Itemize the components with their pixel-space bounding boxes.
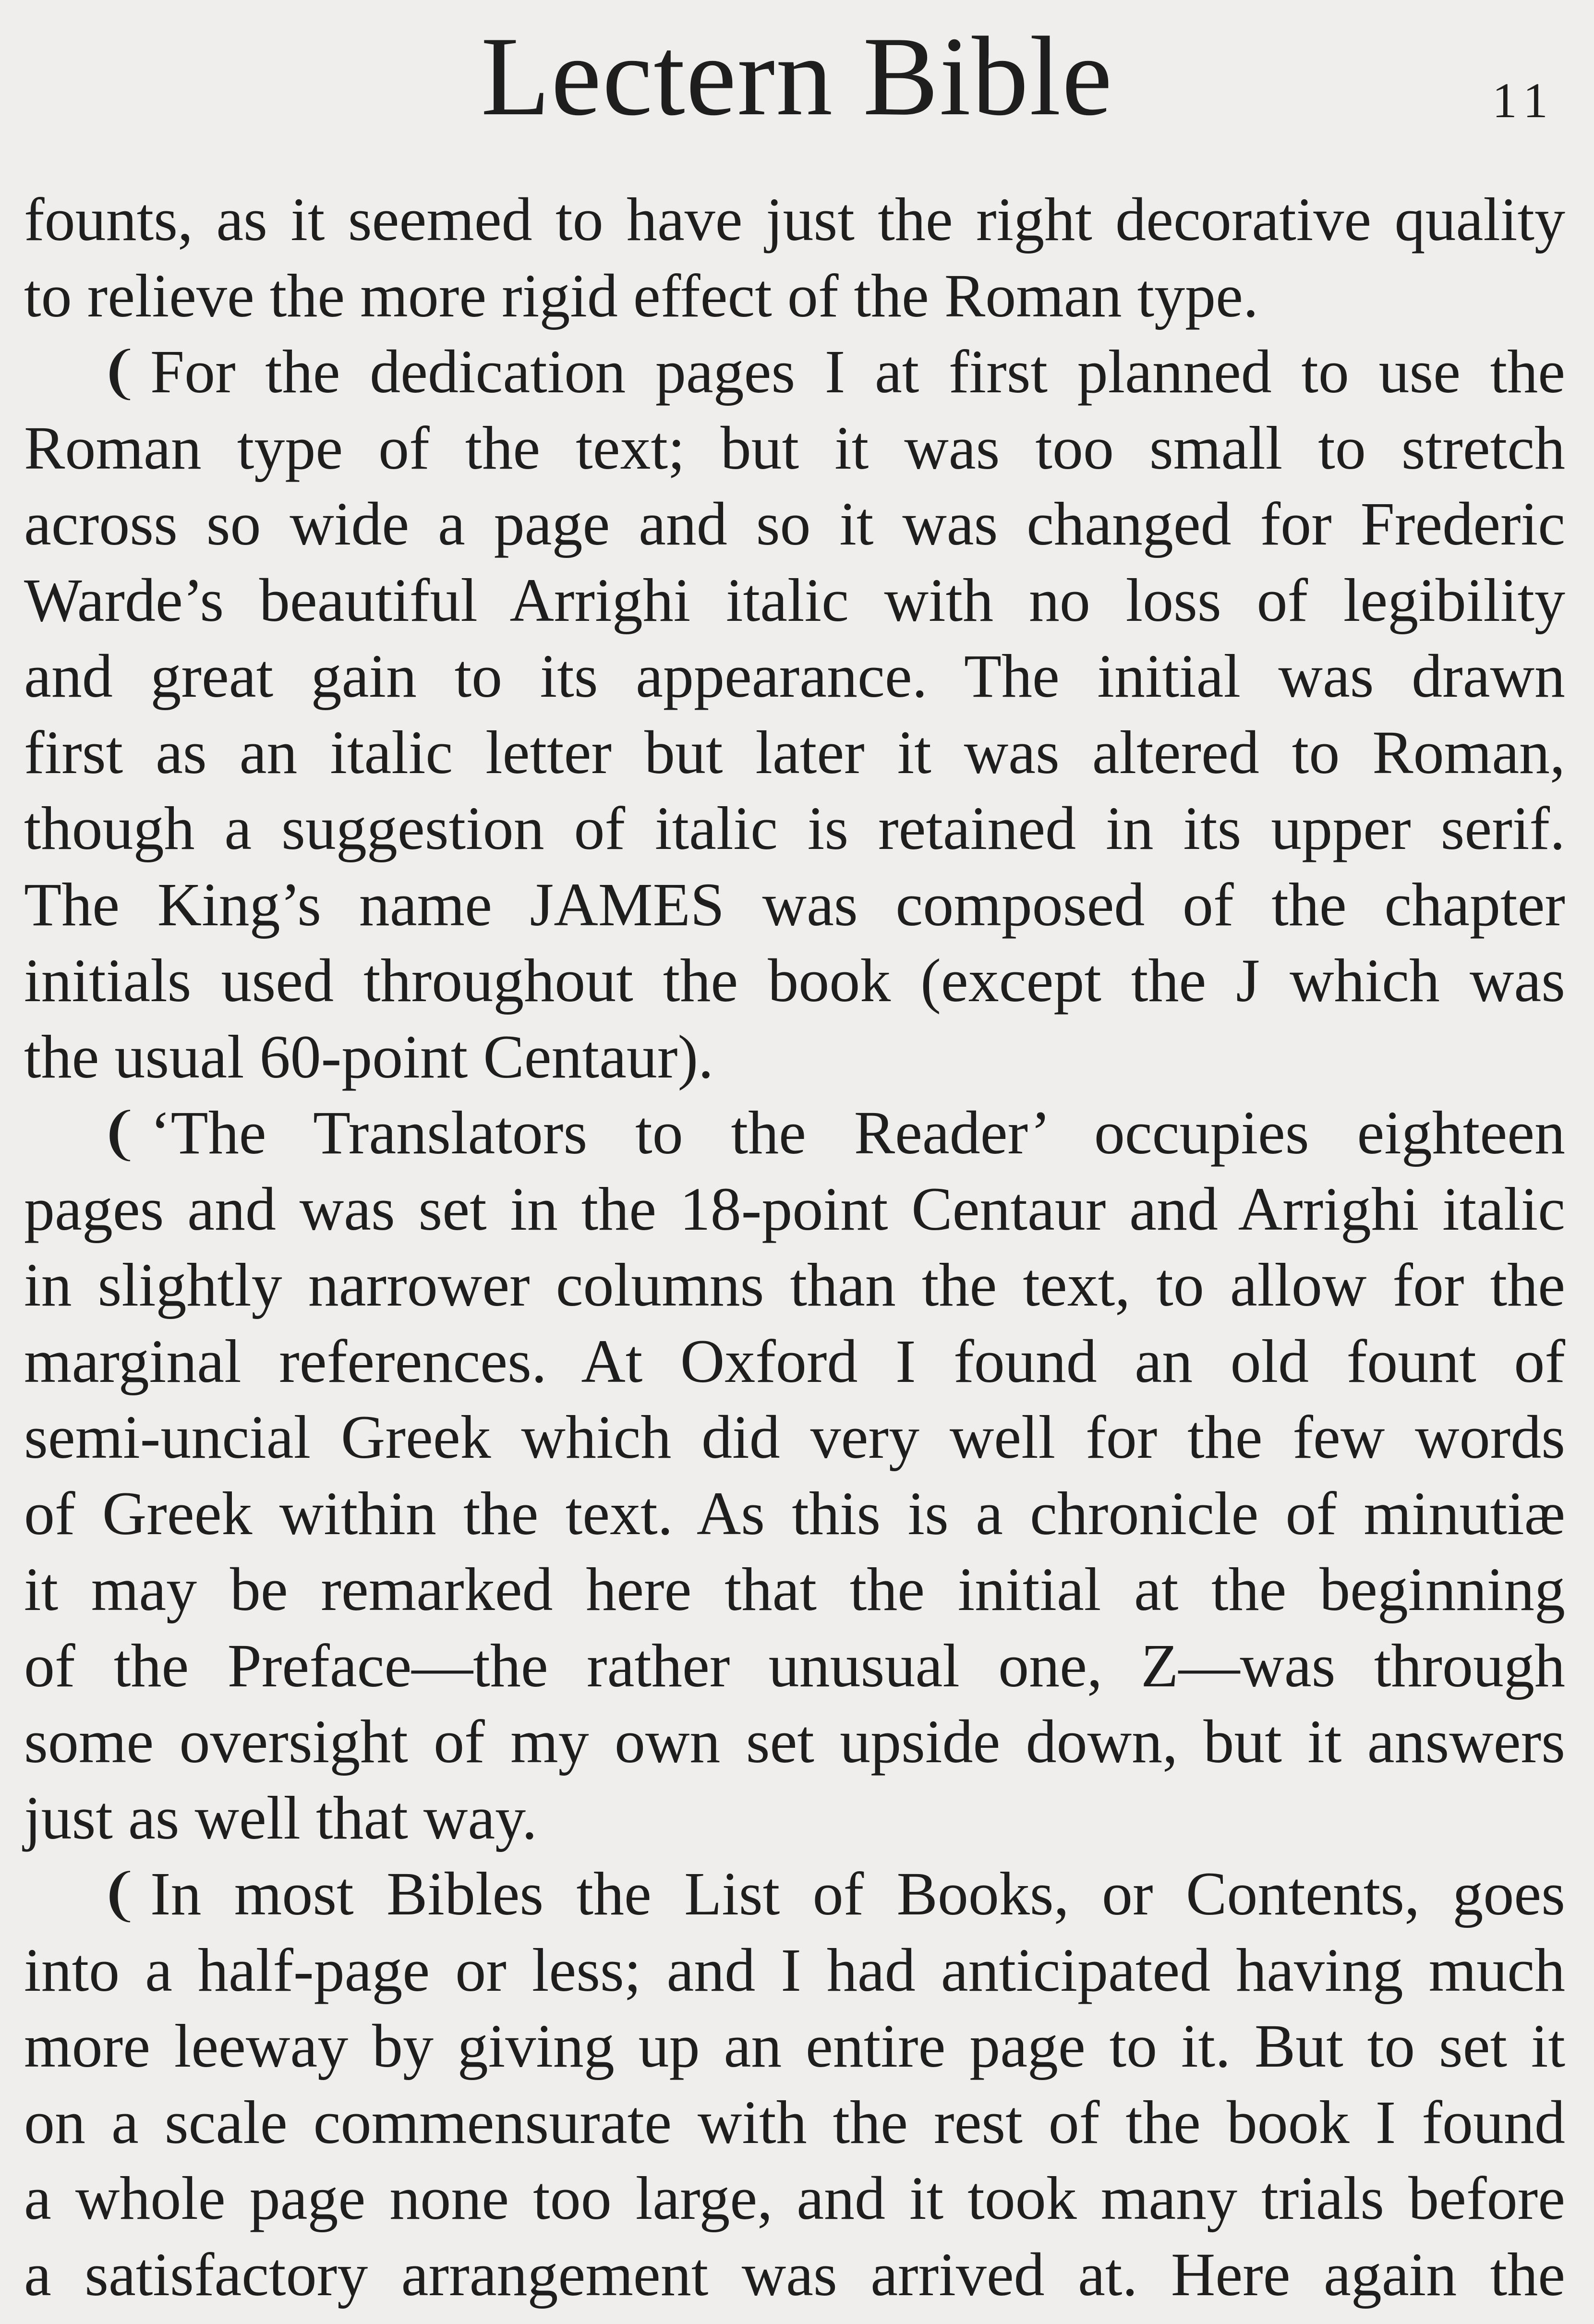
paragraph-mark-icon: ❨ [100,1862,139,1928]
paragraph-mark-icon: ❨ [100,1101,139,1167]
text-line: into a half-page or less; and I had anticipated having much [24,1936,1565,2004]
text-line: and great gain to its appearance. The initial was drawn [24,642,1565,710]
text-line: just as well that way. [24,1783,537,1852]
text-line: to relieve the more rigid effect of the Roman type. [24,261,1258,330]
text-line: semi-uncial Greek which did very well for the few words [24,1403,1565,1471]
text-line: Roman type of the text; but it was too small to stretch [24,413,1565,482]
text-line: Warde’s beautiful Arrighi italic with no loss of legibility [24,566,1565,634]
page-header [0,0,1594,158]
text-line: on a scale commensurate with the rest of the book I found [24,2088,1565,2156]
paragraph-3 [24,1095,1565,1856]
text-line: it may be remarked here that the initial at the beginning [24,1555,1565,1623]
text-line: initials used throughout the book (except the J which was [24,946,1565,1015]
page-number: 11 [1492,73,1556,128]
text-line: across so wide a page and so it was changed for Frederic [24,490,1565,558]
text-line: founts, as it seemed to have just the right decorative quality [24,185,1565,254]
body-text [24,182,1565,2312]
text-line: in slightly narrower columns than the text, to allow for the [24,1251,1565,1319]
text-line: of the Preface—the rather unusual one, Z—was through [24,1631,1565,1700]
paragraph-1 [24,182,1565,334]
text-line: marginal references. At Oxford I found an old fount of [24,1327,1565,1395]
text-line: some oversight of my own set upside down, but it answers [24,1707,1565,1776]
text-line: ❨ For the dedication pages I at first planned to use the [24,334,1565,410]
running-title: Lectern Bible [481,14,1113,139]
text-line: first as an italic letter but later it was altered to Roman, [24,718,1565,787]
text-line: the usual 60-point Centaur). [24,1022,714,1091]
text-line: The King’s name JAMES was composed of the chapter [24,870,1565,939]
text-line: though a suggestion of italic is retained in its upper serif. [24,794,1565,862]
text-line: a whole page none too large, and it took many trials before [24,2164,1565,2232]
paragraph-2 [24,334,1565,1095]
text-line: more leeway by giving up an entire page to it. But to set it [24,2012,1565,2080]
text-line: pages and was set in the 18-point Centaur and Arrighi italic [24,1174,1565,1243]
text-line: a satisfactory arrangement was arrived at. Here again the [24,2240,1565,2309]
text-line: of Greek within the text. As this is a chronicle of minutiæ [24,1479,1565,1548]
paragraph-4 [24,1856,1565,2312]
paragraph-mark-icon: ❨ [100,339,139,406]
text-line: ❨ In most Bibles the List of Books, or Contents, goes [24,1856,1565,1932]
text-line: ❨ ‘The Translators to the Reader’ occupies eighteen [24,1095,1565,1171]
